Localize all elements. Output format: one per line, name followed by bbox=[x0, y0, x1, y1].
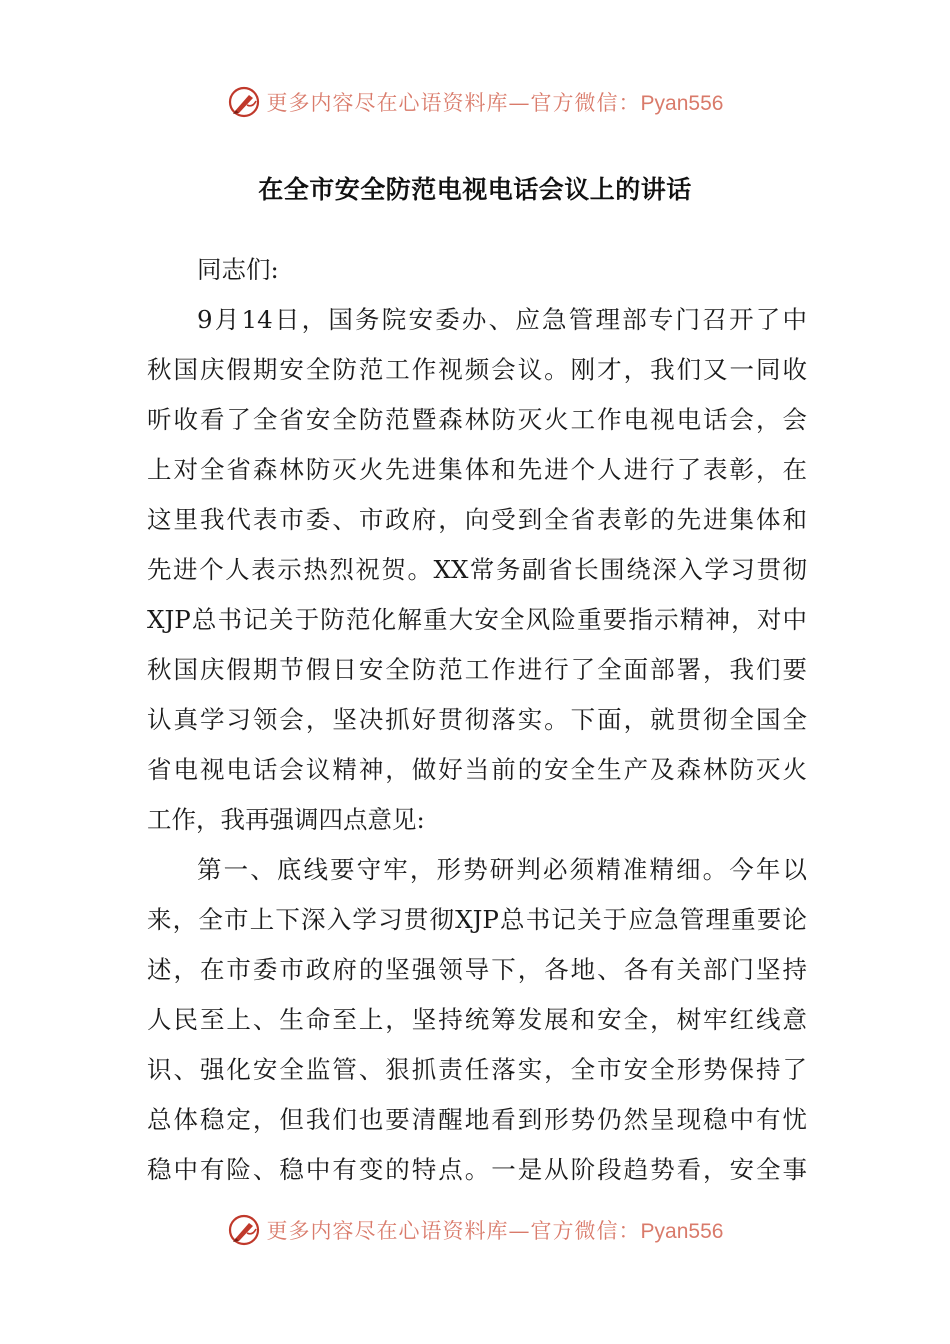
paragraph-line: 上对全省森林防灭火先进集体和先进个人进行了表彰，在 bbox=[147, 455, 807, 484]
paragraph-line: 先进个人表示热烈祝贺。XX常务副省长围绕深入学习贯彻 bbox=[147, 555, 807, 584]
page-title: 在全市安全防范电视电话会议上的讲话 bbox=[258, 175, 692, 204]
paragraph-line: 述，在市委市政府的坚强领导下，各地、各有关部门坚持 bbox=[147, 955, 807, 984]
pen-circle-logo-icon bbox=[227, 1213, 261, 1247]
pen-circle-logo-icon bbox=[227, 85, 261, 119]
paragraph-line: 秋国庆假期安全防范工作视频会议。刚才，我们又一同收 bbox=[147, 355, 807, 384]
salutation-line: 同志们: bbox=[197, 255, 279, 284]
paragraph-line: 秋国庆假期节假日安全防范工作进行了全面部署，我们要 bbox=[147, 655, 807, 684]
paragraph-line: 省电视电话会议精神，做好当前的安全生产及森林防灭火 bbox=[147, 755, 807, 784]
paragraph-line: 认真学习领会，坚决抓好贯彻落实。下面，就贯彻全国全 bbox=[147, 705, 807, 734]
paragraph-line: 听收看了全省安全防范暨森林防灭火工作电视电话会，会 bbox=[147, 405, 807, 434]
paragraph-line: 识、强化安全监管、狠抓责任落实，全市安全形势保持了 bbox=[147, 1055, 807, 1084]
footer-watermark-banner bbox=[0, 1210, 950, 1250]
header-watermark-banner bbox=[0, 82, 950, 122]
footer-watermark-text: 更多内容尽在心语资料库—官方微信：Pyan556 bbox=[266, 1219, 724, 1243]
paragraph-line: 稳中有险、稳中有变的特点。一是从阶段趋势看，安全事 bbox=[147, 1155, 807, 1184]
paragraph-line: 人民至上、生命至上，坚持统筹发展和安全，树牢红线意 bbox=[147, 1005, 807, 1034]
paragraph-line: 来，全市上下深入学习贯彻XJP总书记关于应急管理重要论 bbox=[147, 905, 807, 934]
header-watermark-text: 更多内容尽在心语资料库—官方微信：Pyan556 bbox=[266, 91, 724, 115]
document-body bbox=[147, 245, 807, 1195]
paragraph-line: XJP总书记关于防范化解重大安全风险重要指示精神，对中 bbox=[147, 605, 807, 634]
paragraph-line: 工作，我再强调四点意见: bbox=[147, 805, 425, 834]
paragraph-line: 9月14日，国务院安委办、应急管理部专门召开了中 bbox=[197, 305, 807, 334]
paragraph-line: 总体稳定，但我们也要清醒地看到形势仍然呈现稳中有忧 bbox=[147, 1105, 807, 1134]
paragraph-line: 这里我代表市委、市政府，向受到全省表彰的先进集体和 bbox=[147, 505, 807, 534]
paragraph-line: 第一、底线要守牢，形势研判必须精准精细。今年以 bbox=[197, 855, 807, 884]
